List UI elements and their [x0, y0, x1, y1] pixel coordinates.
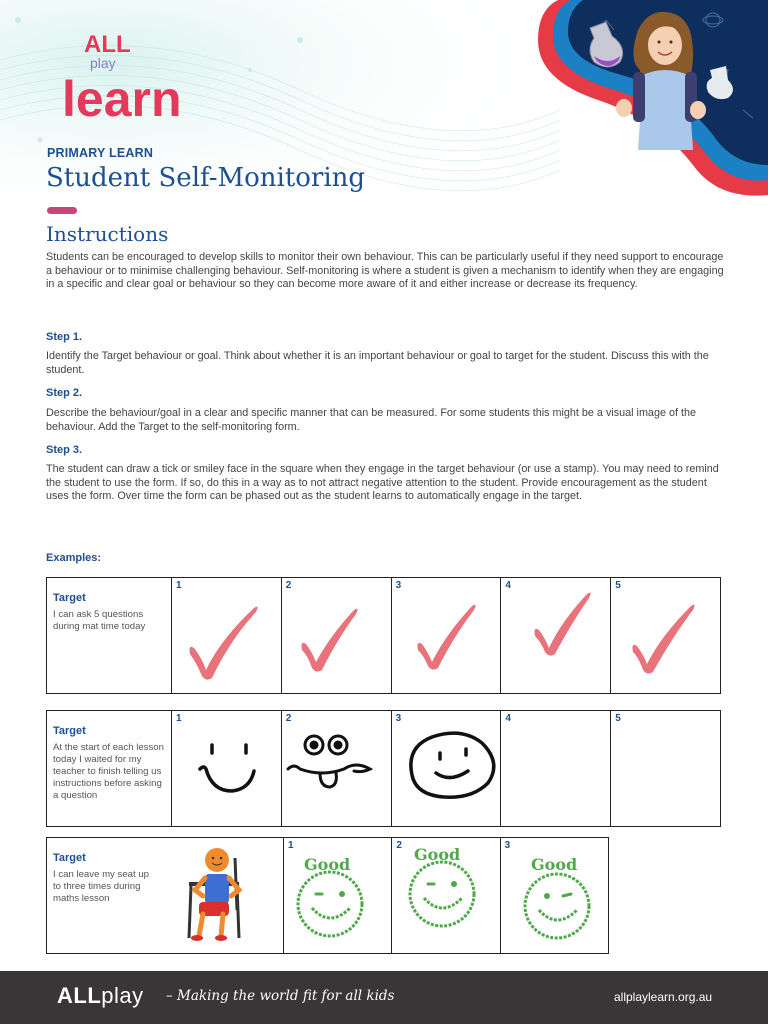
tracking-cell: [501, 711, 611, 827]
instructions-heading: Instructions: [46, 222, 169, 246]
footer-brand-play: play: [101, 983, 144, 1008]
target-description: At the start of each lesson today I waited for my teacher to finish telling us instructions before asking a question: [53, 742, 164, 801]
logo-all-text: ALL: [84, 31, 131, 58]
red-tick-icon: [282, 578, 394, 693]
column-number: 1: [176, 713, 182, 724]
page-title: Student Self-Monitoring: [46, 163, 366, 193]
tracking-cell: [611, 578, 721, 694]
column-number: 2: [285, 580, 292, 591]
step-2-text: Describe the behaviour/goal in a clear and specific manner that can be measured. For some students this might be a visual image of the behaviour. Add the Target to the self-monitoring form.: [46, 407, 696, 433]
footer-brand: [57, 983, 144, 1009]
target-description: I can ask 5 questions during mat time today: [53, 609, 146, 632]
stamp-text: Good: [530, 855, 577, 874]
example-table-3: [46, 837, 609, 954]
logo-learn-text: learn: [62, 71, 182, 127]
red-tick-icon: [501, 578, 613, 693]
step-3-label: Step 3.: [46, 444, 83, 456]
student-hero-illustration: [528, 0, 768, 200]
examples-heading: Examples:: [46, 552, 102, 564]
target-label: Target: [53, 592, 86, 604]
red-tick-icon: [392, 578, 504, 693]
footer-brand-all: ALL: [57, 983, 102, 1008]
tracking-cell: [392, 838, 500, 954]
column-number: 2: [285, 713, 292, 724]
tracking-cell: [172, 711, 282, 827]
all-play-learn-logo: [52, 28, 227, 128]
column-number: 2: [396, 840, 402, 851]
target-label: Target: [53, 725, 86, 737]
footer-url-link[interactable]: allplaylearn.org.au: [614, 990, 713, 1004]
logo-play-text: play: [90, 55, 116, 71]
footer-tagline: – Making the world fit for all kids: [166, 988, 395, 1004]
tracking-cell: [501, 578, 611, 694]
step-2-label: Step 2.: [46, 387, 83, 399]
column-number: 1: [176, 580, 182, 591]
example-table-2: [46, 710, 721, 827]
blob-smiley-icon: [392, 711, 504, 826]
tracking-cell: [391, 578, 501, 694]
column-number: 3: [504, 840, 511, 851]
good-stamp-icon: [501, 838, 613, 953]
stamp-text: Good: [304, 855, 351, 874]
smiley-face-icon: [172, 711, 284, 826]
column-number: 4: [505, 713, 511, 724]
tracking-cell: [281, 711, 391, 827]
step-1-text: Identify the Target behaviour or goal. Think about whether it is an important behaviour or goal to target for the student. Discuss this with the student.: [46, 350, 709, 376]
tracking-cell: [611, 711, 721, 827]
tracking-cell: [281, 578, 391, 694]
red-tick-icon: [172, 578, 284, 693]
column-number: 4: [505, 580, 511, 591]
column-number: 5: [615, 713, 621, 724]
seated-child-icon: [159, 838, 283, 953]
target-image-cell: [159, 838, 284, 954]
good-stamp-icon: [284, 838, 396, 953]
target-label: Target: [53, 852, 86, 864]
title-accent-bar: [47, 207, 77, 214]
step-3-text: The student can draw a tick or smiley face in the square when they engage in the target behaviour (or use a stamp). You may need to remind the student to use the form. If so, do this in a way as to not attract negative attention to the student. Provide encouragement as the student uses the form. Over time the form can be phased out as the student learns to automatically engage in the target.: [46, 463, 719, 502]
page-kicker: PRIMARY LEARN: [47, 146, 154, 160]
column-number: 5: [615, 580, 621, 591]
step-1-label: Step 1.: [46, 331, 83, 343]
silly-face-icon: [282, 711, 394, 826]
tracking-cell: [172, 578, 282, 694]
column-number: 3: [395, 580, 402, 591]
tracking-cell: [500, 838, 608, 954]
column-number: 1: [288, 840, 294, 851]
example-table-1: [46, 577, 721, 694]
tracking-cell: [391, 711, 501, 827]
good-stamp-icon: [392, 838, 504, 953]
target-cell: [47, 711, 172, 827]
target-cell: [47, 838, 160, 954]
target-description: I can leave my seat up to three times during maths lesson: [53, 869, 149, 904]
target-cell: [47, 578, 172, 694]
column-number: 3: [395, 713, 402, 724]
red-tick-icon: [611, 578, 723, 693]
tracking-cell: [284, 838, 392, 954]
instructions-intro: Students can be encouraged to develop skills to monitor their own behaviour. This can be particularly useful if they need support to encourage a behaviour or to minimise challenging behaviour. Self-monitoring is where a student is given a mechanism to identify when they are engaging in a specific and clear goal or behaviour so they can become more aware of it and either increase or decrease its frequency.: [46, 251, 724, 290]
stamp-text: Good: [414, 845, 461, 864]
